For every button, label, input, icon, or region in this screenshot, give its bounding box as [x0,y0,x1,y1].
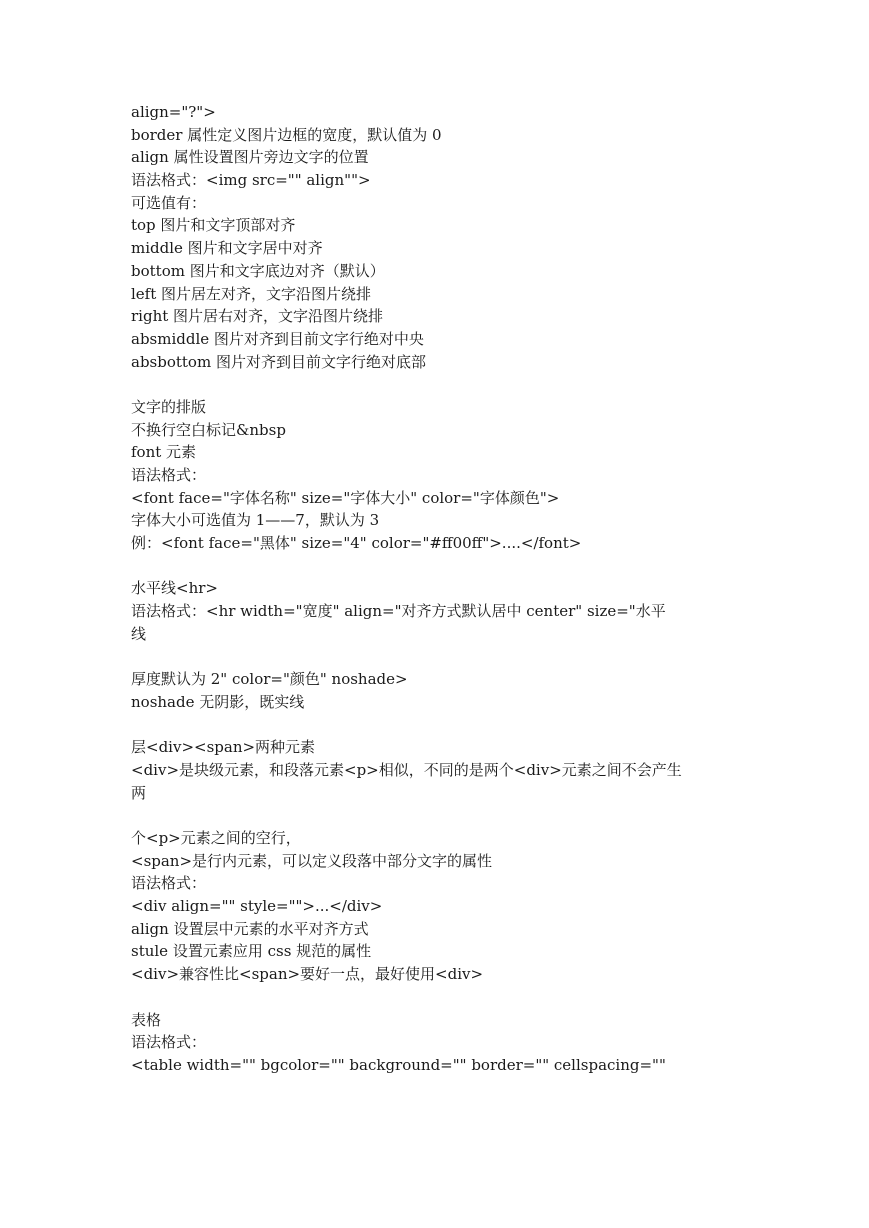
text-line: 可选值有： [131,193,207,212]
text-line: 语法格式： [131,874,207,893]
blank-line [131,986,751,1009]
text-line: absmiddle 图片对齐到目前文字行绝对中央 [131,329,424,348]
text-line: bottom 图片和文字底边对齐（默认） [131,261,385,280]
text-line: absbottom 图片对齐到目前文字行绝对底部 [131,352,426,371]
text-line: <div>是块级元素，和段落元素<p>相似，不同的是两个<div>元素之间不会产生 [131,760,682,779]
blank-line [131,714,751,737]
text-line: font 元素 [131,443,197,462]
text-line: 厚度默认为 2" color="颜色" noshade> [131,670,408,689]
text-line: 例：<font face="黑体" size="4" color="#ff00ff">....</font> [131,534,582,553]
text-line: <div align="" style="">...</div> [131,897,383,916]
text-line: 文字的排版 [131,397,207,416]
text-line: 线 [131,624,147,643]
text-line: 语法格式：<hr width="宽度" align="对齐方式默认居中 center" size="水平 [131,602,666,621]
text-line: top 图片和文字顶部对齐 [131,216,296,235]
text-line: 水平线<hr> [131,579,218,598]
text-line: 个<p>元素之间的空行， [131,829,301,847]
text-line: 语法格式： [131,466,207,484]
text-line: left 图片居左对齐，文字沿图片绕排 [131,284,372,303]
blank-line [131,804,751,827]
text-line: 两 [131,783,147,802]
text-line: align 设置层中元素的水平对齐方式 [131,919,369,938]
text-line: align="?"> [131,103,216,121]
document-body [131,101,751,1077]
text-line: middle 图片和文字居中对齐 [131,239,323,258]
text-line: 语法格式：<img src="" align""> [131,171,371,190]
text-line: 表格 [131,1010,162,1029]
text-line: align 属性设置图片旁边文字的位置 [131,148,369,167]
blank-line [131,646,751,669]
text-line: <font face="字体名称" size="字体大小" color="字体颜色"> [131,488,560,507]
text-line: 语法格式： [131,1033,207,1052]
text-line: noshade 无阴影，既实线 [131,692,305,711]
blank-line [131,373,751,396]
text-line: right 图片居右对齐，文字沿图片绕排 [131,307,384,326]
text-line: <div>兼容性比<span>要好一点，最好使用<div> [131,965,484,984]
text-line: <table width="" bgcolor="" background="" border="" cellspacing="" [131,1055,666,1074]
text-line: 层<div><span>两种元素 [131,738,316,757]
text-line: border 属性定义图片边框的宽度，默认值为 0 [131,125,442,144]
blank-line [131,555,751,578]
text-line: stule 设置元素应用 css 规范的属性 [131,942,372,961]
text-line: 不换行空白标记&nbsp [131,420,286,439]
text-line: 字体大小可选值为 1——7，默认为 3 [131,511,380,530]
text-line: <span>是行内元素，可以定义段落中部分文字的属性 [131,851,493,870]
